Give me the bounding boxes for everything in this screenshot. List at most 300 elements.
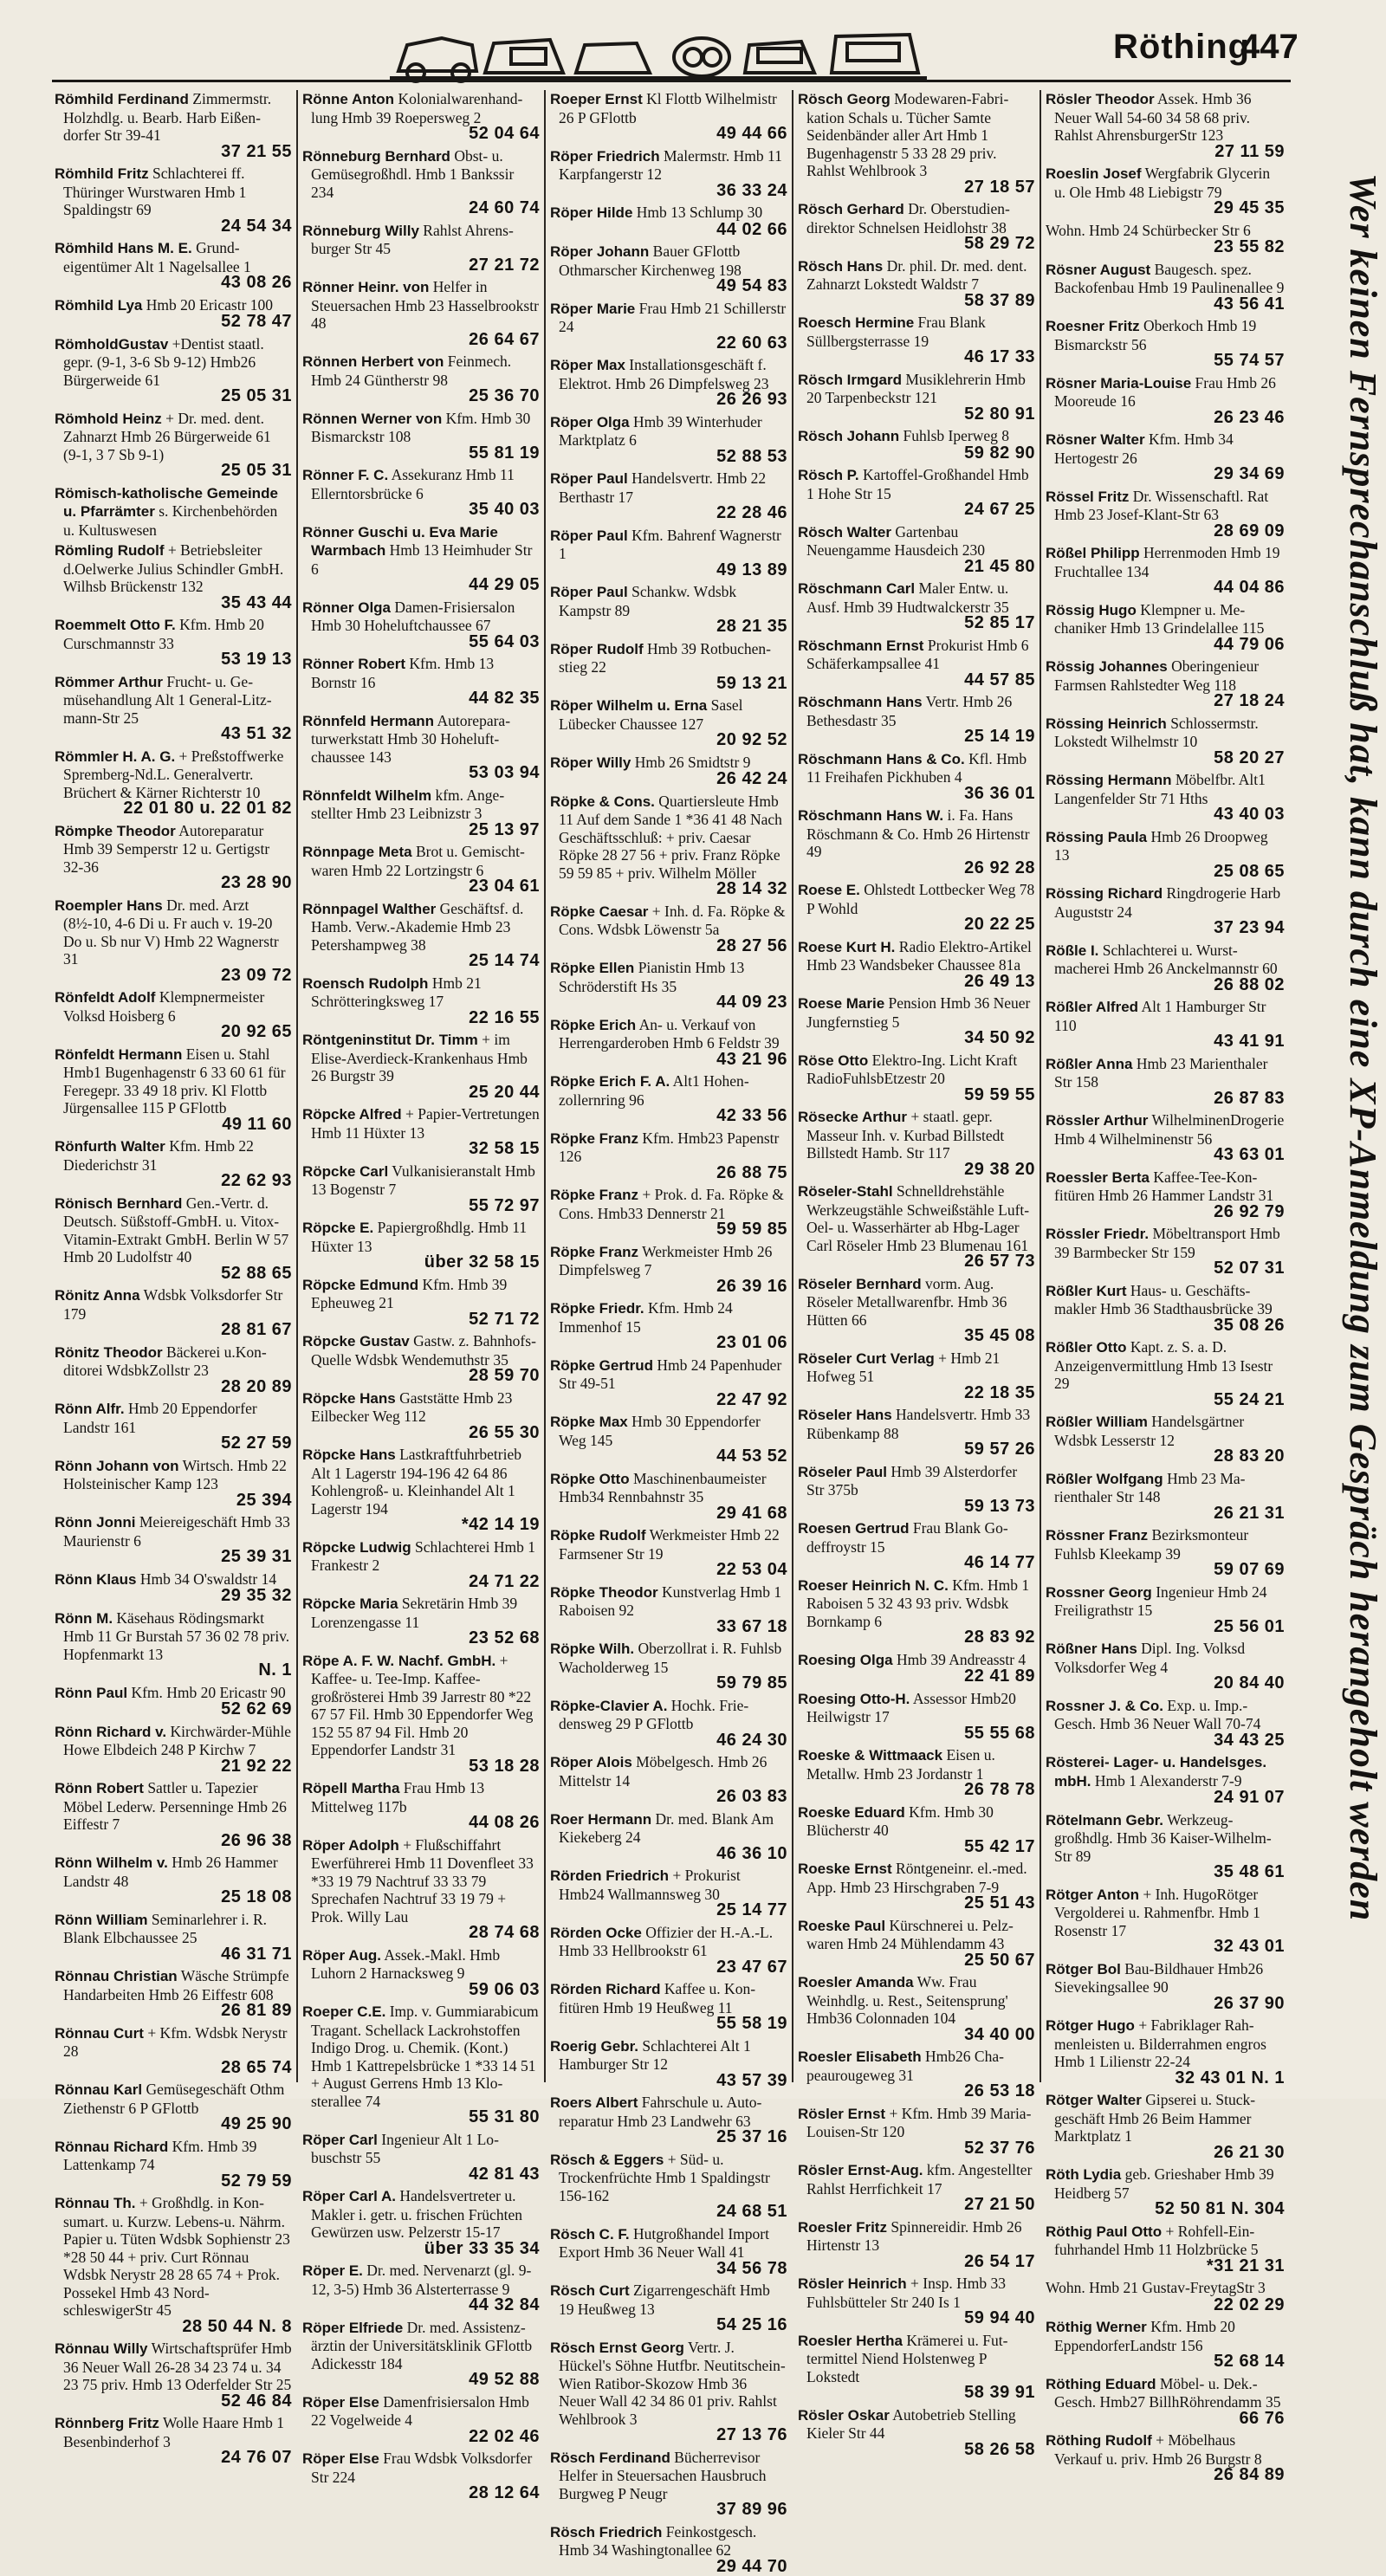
- entry-details: Gartenbau Neuengamme Hausdeich 230: [806, 522, 986, 559]
- entry-name: Röthing Eduard: [1046, 2375, 1156, 2392]
- entry-details: Hmb 20 Eppendorfer Landstr 161: [63, 1400, 257, 1436]
- entry-name: Röper Paul: [550, 470, 628, 487]
- directory-entry: [55, 1137, 292, 1190]
- entry-name: Rönnau Christian: [55, 1968, 178, 1984]
- entry-name: Röpke Rudolf: [550, 1527, 646, 1544]
- entry-name: Röper Wilhelm u. Erna: [550, 697, 708, 714]
- entry-details: Hmb 1 Alexanderstr 7-9: [1094, 1771, 1242, 1790]
- entry-name: Röpke Wilh.: [550, 1641, 635, 1657]
- entry-phone-number: 26 84 89: [1214, 2465, 1285, 2484]
- entry-phone-number: 25 05 31: [221, 386, 292, 405]
- entry-name: Röpke Ellen: [550, 960, 635, 976]
- entry-phone-number: 29 38 20: [964, 1159, 1035, 1179]
- entry-details: Brot u. Gemischtwaren Hmb 22 Lortzingstr 6: [311, 843, 525, 879]
- directory-entry: [798, 1651, 1035, 1686]
- entry-name: Rösler Ernst-Aug.: [798, 2162, 923, 2178]
- directory-entry: [55, 2138, 292, 2191]
- directory-entry: [302, 1162, 540, 1215]
- entry-details: Hmb 13 Heimhuder Str 6: [311, 541, 533, 578]
- entry-name: Rönnau Richard: [55, 2138, 169, 2155]
- entry-phone-number: 25 14 19: [964, 727, 1035, 746]
- directory-entry: [302, 2393, 540, 2446]
- entry-details: Dr. Oberstudiendirektor Schnelsen Heidlohstr 38: [806, 200, 1010, 236]
- entry-phone-number: 28 83 20: [1214, 1447, 1285, 1466]
- entry-details: Oberzollrat i. R. Fuhlsb Wacholderweg 15: [559, 1640, 782, 1676]
- entry-details: Hmb 30 Eppendorfer Weg 145: [559, 1413, 761, 1449]
- entry-name: Rösch Curt: [550, 2282, 630, 2299]
- entry-phone-number: 36 36 01: [964, 783, 1035, 803]
- directory-entry: [55, 988, 292, 1041]
- entry-name: Rösch Hans: [798, 257, 884, 275]
- entry-name: Röper Max: [550, 357, 625, 373]
- entry-details: Assekuranz Hmb 11 Ellerntorsbrücke 6: [311, 466, 515, 502]
- entry-phone-number: 58 29 72: [964, 234, 1035, 253]
- directory-entry: [55, 1457, 292, 1510]
- entry-phone-number: 44 32 84: [469, 2295, 540, 2314]
- entry-phone-number: 58 20 27: [1214, 748, 1285, 767]
- entry-phone-number: 27 21 50: [964, 2195, 1035, 2214]
- entry-name: Rönne Anton: [302, 91, 395, 107]
- entry-phone-number: 52 07 31: [1214, 1259, 1285, 1278]
- directory-entry: [1046, 1338, 1285, 1408]
- entry-details: Handelsvertr. Hmb 33 Rübenkamp 88: [806, 1406, 1031, 1442]
- entry-phone-number: 26 54 17: [964, 2251, 1035, 2271]
- entry-details: + Kfm. Wdsbk Nerystr 28: [63, 2023, 288, 2060]
- entry-details: Ringdrogerie Harb Auguststr 24: [1054, 884, 1281, 921]
- entry-phone-number: 35 45 08: [964, 1326, 1035, 1345]
- entry-phone-number: 32 43 01: [1214, 1937, 1285, 1956]
- directory-entry: [550, 2151, 787, 2221]
- entry-details: Hmb 34 O'swaldstr 14: [139, 1570, 277, 1588]
- entry-phone-number: 59 59 85: [716, 1220, 787, 1239]
- directory-entry: [1046, 601, 1285, 654]
- entry-phone-number: 44 04 86: [1214, 578, 1285, 597]
- entry-details: Wohn. Hmb 24 Schürbecker Str 6: [1046, 221, 1251, 239]
- directory-entry: [798, 2218, 1035, 2271]
- entry-phone-number: 52 62 69: [221, 1699, 292, 1718]
- entry-name: Römpke Theodor: [55, 822, 176, 839]
- directory-entry: [55, 1400, 292, 1453]
- entry-name: Rörden Richard: [550, 1981, 661, 1997]
- entry-phone-number: 44 02 66: [716, 219, 787, 239]
- entry-phone-number: 55 58 19: [716, 2014, 787, 2033]
- entry-name: Röpell Martha: [302, 1780, 400, 1796]
- entry-details: Schlachterei u. Wurstmacherei Hmb 26 Anckelmannstr 60: [1054, 941, 1278, 977]
- entry-details: Papiergroßhdlg. Hmb 11 Hüxter 13: [311, 1219, 528, 1255]
- directory-entry: [302, 1946, 540, 1999]
- entry-phone-number: 22 18 35: [964, 1382, 1035, 1402]
- entry-name: Rößle I.: [1046, 942, 1099, 959]
- directory-entry: [1046, 884, 1285, 937]
- directory-entry: [798, 1182, 1035, 1271]
- entry-phone-number: 44 29 05: [469, 575, 540, 594]
- directory-entry: [55, 410, 292, 480]
- entry-details: + Preßstoffwerke Spremberg-Nd.L. Generalvertr. Brüchert & Kärner Richterstr 10: [63, 747, 284, 801]
- entry-details: Wohn. Hmb 21 Gustav-FreytagStr 3: [1046, 2279, 1266, 2296]
- entry-name: Rößler Kurt: [1046, 1282, 1127, 1299]
- directory-entry: [302, 1446, 540, 1534]
- entry-details: Modewaren-Fabrikation Schals u. Tücher Samte Seidenbänder aller Art Hmb 1 Bugenhagenstr 5 33 28 29 priv. Rahlst Wehlbrook 3: [806, 90, 1009, 179]
- directory-entry: [55, 1045, 292, 1134]
- entry-details: + Fabriklager Rahmenleisten u. Bilderrahmen engros Hmb 1 Lilienstr 22-24: [1054, 2016, 1266, 2070]
- entry-phone-number: 42 33 56: [716, 1106, 787, 1125]
- directory-entry: [798, 579, 1035, 632]
- entry-phone-number: 20 22 25: [964, 915, 1035, 934]
- directory-entry: [1046, 544, 1285, 597]
- entry-name: Rötger Hugo: [1046, 2017, 1135, 2034]
- directory-entry: [55, 1513, 292, 1566]
- entry-phone-number: 43 63 01: [1214, 1145, 1285, 1164]
- entry-name: Röthing Rudolf: [1046, 2432, 1152, 2449]
- entry-phone-number: 26 78 78: [964, 1780, 1035, 1799]
- entry-details: Hmb 20 Ericastr 100: [146, 295, 274, 314]
- entry-details: Wergfabrik Glycerin u. Ole Hmb 48 Liebigstr 79: [1054, 165, 1271, 201]
- directory-entry: [55, 1343, 292, 1396]
- entry-details: Kfm. Hmb 39 Lattenkamp 74: [63, 2137, 257, 2173]
- entry-name: Röschmann Hans: [798, 694, 923, 710]
- entry-name: Röseler Hans: [798, 1407, 892, 1423]
- entry-details: Spinnereidir. Hmb 26 Hirtenstr 13: [806, 2217, 1022, 2254]
- entry-phone-number: 53 19 13: [221, 650, 292, 669]
- directory-entry: [798, 1973, 1035, 2043]
- entry-phone-number: 52 27 59: [221, 1434, 292, 1453]
- entry-details: Radio Elektro-Artikel Hmb 23 Wandsbeker Chaussee 81a: [806, 937, 1032, 974]
- entry-phone-number: 25 20 44: [469, 1082, 540, 1102]
- entry-name: Rösch Ferdinand: [550, 2449, 670, 2466]
- entry-name: Rösner Maria-Louise: [1046, 374, 1192, 392]
- entry-details: Prokurist Hmb 6 Schäferkampsallee 41: [806, 636, 1029, 672]
- entry-phone-number: 28 81 67: [221, 1320, 292, 1339]
- directory-entry: [550, 2449, 787, 2519]
- directory-entry: [55, 1779, 292, 1849]
- entry-phone-number: 22 53 04: [716, 1560, 787, 1579]
- entry-details: Maschinenbaumeister Hmb34 Rennbahnstr 35: [559, 1469, 767, 1505]
- entry-details: Frucht- u. Gemüsehandlung Alt 1 General-Litzmann-Str 25: [63, 672, 272, 727]
- entry-phone-number: 22 60 63: [716, 333, 787, 353]
- entry-details: Malermstr. Hmb 11 Karpfangerstr 12: [559, 146, 782, 183]
- entry-name: Röpke Erich F. A.: [550, 1073, 670, 1090]
- entry-phone-number: 49 54 83: [716, 276, 787, 295]
- entry-details: Hmb 39 Alsterdorfer Str 375b: [806, 1462, 1018, 1498]
- entry-phone-number: 25 37 16: [716, 2127, 787, 2146]
- directory-entry: [302, 2003, 540, 2126]
- entry-details: Sasel Lübecker Chaussee 127: [559, 696, 743, 733]
- entry-name: Rössler Arthur: [1046, 1112, 1149, 1129]
- entry-phone-number: 55 24 21: [1214, 1389, 1285, 1409]
- directory-entry: [302, 1652, 540, 1776]
- entry-name: Rörden Friedrich: [550, 1867, 669, 1884]
- entry-name: Rönisch Bernhard: [55, 1194, 183, 1212]
- entry-phone-number: 25 14 74: [469, 951, 540, 970]
- entry-details: Hutgroßhandel Import Export Hmb 36 Neuer Wall 41: [559, 2224, 769, 2261]
- entry-name: Roeser Heinrich N. C.: [798, 1576, 949, 1594]
- directory-entry: [1046, 430, 1285, 483]
- directory-columns: [50, 90, 1291, 2576]
- entry-phone-number: 24 68 51: [716, 2202, 787, 2221]
- side-banner-text: Wer keinen Fernsprechanschluß hat, kann durch eine XP-Anmeldung zum Gespräch herangeholt werden: [1342, 173, 1384, 1922]
- entry-name: Rössing Hermann: [1046, 772, 1172, 788]
- entry-details: Hochk. Friedensweg 29 P GFlottb: [559, 1696, 749, 1732]
- directory-entry: [550, 583, 787, 636]
- entry-name: Rösch Gerhard: [798, 201, 904, 217]
- directory-entry: [302, 974, 540, 1027]
- entry-details: + Möbelhaus Verkauf u. priv. Hmb 26 Burgstr 8: [1054, 2431, 1262, 2468]
- directory-entry: [550, 469, 787, 522]
- entry-name: Röpcke Hans: [302, 1447, 396, 1463]
- directory-entry: [798, 881, 1035, 934]
- entry-phone-number: 24 67 25: [964, 500, 1035, 519]
- directory-entry: [55, 296, 292, 331]
- entry-details: Exp. u. Imp.-Gesch. Hmb 36 Neuer Wall 70-74: [1054, 1696, 1261, 1732]
- directory-entry: [550, 1583, 787, 1636]
- entry-name: Röpke Franz: [550, 1129, 639, 1147]
- directory-entry: [1046, 828, 1285, 881]
- entry-name: Rößler William: [1046, 1414, 1148, 1430]
- entry-phone-number: N. 1: [258, 1660, 292, 1680]
- entry-details: Wirtsch. Hmb 22 Holsteinischer Kamp 123: [63, 1456, 287, 1492]
- entry-details: Obst- u. Gemüsegroßhdl. Hmb 1 Bankssir 234: [311, 146, 515, 201]
- directory-entry: [302, 147, 540, 217]
- directory-entry: [550, 1980, 787, 2033]
- entry-name: Rönn Wilhelm v.: [55, 1854, 168, 1871]
- entry-details: + Rohfell-Einfuhrhandel Hmb 11 Holzbrücke 5: [1054, 2222, 1259, 2258]
- directory-entry: [55, 335, 292, 405]
- entry-details: Hmb 23 Marienthaler Str 158: [1054, 1054, 1268, 1091]
- entry-details: Handelsvertr. Hmb 22 Berthastr 17: [559, 469, 767, 506]
- entry-details: Quartiersleute Hmb 11 Auf dem Sande 1 *36 41 48 Nach Geschäftsschluß: + priv. Caesar Röpke 28 27 56 + priv. Franz Röpke 59 59 85 + priv. Wilhelm Möller: [559, 792, 782, 882]
- directory-entry: [302, 2187, 540, 2257]
- directory-entry: [1046, 2279, 1285, 2314]
- entry-phone-number: 49 44 66: [716, 124, 787, 143]
- directory-entry: [798, 1052, 1035, 1104]
- entry-details: Bauer GFlottb Othmarscher Kirchenweg 198: [559, 243, 742, 279]
- entry-name: Römling Rudolf: [55, 542, 165, 559]
- entry-details: Frau Blank Godeffroystr 15: [806, 1519, 1008, 1556]
- directory-entry: [798, 200, 1035, 253]
- entry-name: Rönfeldt Hermann: [55, 1045, 183, 1063]
- entry-phone-number: 58 26 58: [964, 2439, 1035, 2459]
- entry-details: Hmb 26 Smidtstr 9: [634, 753, 751, 771]
- entry-name: Rössing Heinrich: [1046, 715, 1167, 732]
- entry-phone-number: 43 40 03: [1214, 805, 1285, 824]
- directory-entry: [1046, 2165, 1285, 2218]
- entry-phone-number: *31 21 31: [1206, 2256, 1285, 2275]
- entry-name: Rössel Fritz: [1046, 488, 1130, 505]
- entry-name: Rönfurth Walter: [55, 1138, 165, 1155]
- entry-phone-number: 46 24 30: [716, 1730, 787, 1750]
- page-header: [0, 0, 1386, 95]
- header-rule: [52, 80, 1291, 82]
- directory-entry: [1046, 2091, 1285, 2161]
- entry-name: Röpcke Gustav: [302, 1333, 410, 1349]
- entry-phone-number: 26 92 79: [1214, 1201, 1285, 1221]
- entry-details: Elektro-Ing. Licht Kraft RadioFuhlsbEtzestr 20: [806, 1051, 1018, 1087]
- entry-name: Rösler Heinrich: [798, 2275, 907, 2292]
- entry-name: Roeper C.E.: [302, 2003, 386, 2020]
- entry-details: Kartoffel-Großhandel Hmb 1 Hohe Str 15: [806, 466, 1029, 502]
- directory-entry: [55, 673, 292, 743]
- entry-phone-number: 59 82 90: [964, 443, 1035, 463]
- entry-phone-number: 26 88 75: [716, 1162, 787, 1182]
- entry-name: Roerig Gebr.: [550, 2037, 639, 2055]
- entry-phone-number: 23 01 06: [716, 1333, 787, 1352]
- entry-name: Rößel Philipp: [1046, 545, 1140, 561]
- entry-phone-number: 59 79 85: [716, 1673, 787, 1693]
- directory-entry: [302, 2450, 540, 2502]
- entry-phone-number: 44 09 23: [716, 993, 787, 1012]
- directory-entry: [1046, 1225, 1285, 1278]
- entry-phone-number: 20 92 65: [221, 1022, 292, 1041]
- entry-phone-number: 59 07 69: [1214, 1560, 1285, 1579]
- directory-entry: [1046, 488, 1285, 540]
- entry-phone-number: 26 49 13: [964, 971, 1035, 991]
- entry-name: Roesler Fritz: [798, 2218, 887, 2236]
- entry-phone-number: 26 88 02: [1214, 974, 1285, 994]
- entry-details: Hmb 13 Schlump 30: [636, 204, 763, 221]
- entry-phone-number: 25 05 31: [221, 461, 292, 480]
- directory-entry: [798, 806, 1035, 877]
- entry-phone-number: 27 18 57: [964, 177, 1035, 197]
- directory-entry: [55, 616, 292, 669]
- entry-phone-number: 53 03 94: [469, 763, 540, 782]
- directory-entry: [55, 896, 292, 985]
- entry-details: Rahlst Ahrensburger Str 45: [311, 221, 514, 257]
- entry-phone-number: 26 23 46: [1214, 407, 1285, 427]
- entry-details: Dr. med. Assistenzärztin der Universitätsklinik GFlottb Adickesstr 184: [311, 2318, 533, 2372]
- entry-name: Roempler Hans: [55, 896, 163, 914]
- entry-name: Röpcke Alfred: [302, 1106, 402, 1123]
- entry-phone-number: 28 12 64: [469, 2483, 540, 2502]
- entry-phone-number: 24 91 07: [1214, 1788, 1285, 1807]
- directory-entry: [302, 1332, 540, 1385]
- directory-entry: [550, 640, 787, 693]
- entry-details: Zimmermstr. Holzhdlg. u. Bearb. Harb Eißendorfer Str 39-41: [63, 90, 272, 144]
- entry-details: + Inh. HugoRötger Vergolderei u. Rahmenfbr. Hmb 1 Rosenstr 17: [1054, 1885, 1260, 1939]
- directory-entry: [550, 1243, 787, 1296]
- entry-phone-number: 27 11 59: [1214, 141, 1285, 161]
- entry-name: Rönnen Werner von: [302, 410, 443, 427]
- entry-details: Musiklehrerin Hmb 20 Tarpenbeckstr 121: [806, 370, 1026, 406]
- entry-name: Röper Aug.: [302, 1946, 381, 1964]
- entry-phone-number: 46 14 77: [964, 1553, 1035, 1572]
- entry-name: Roers Albert: [550, 2094, 638, 2111]
- entry-phone-number: 26 21 31: [1214, 1503, 1285, 1523]
- entry-name: Rönnpage Meta: [302, 844, 412, 860]
- directory-entry: [55, 748, 292, 818]
- entry-name: Rösler Ernst: [798, 2105, 886, 2122]
- entry-phone-number: 25 50 67: [964, 1950, 1035, 1970]
- entry-name: Röper Else: [302, 2393, 379, 2411]
- entry-name: Roeper Ernst: [550, 91, 643, 107]
- entry-name: Rönn M.: [55, 1609, 113, 1627]
- entry-details: Kfm. Hmb 13 Bornstr 16: [311, 655, 495, 691]
- entry-details: Damen-Frisiersalon Hmb 30 Hoheluftchaussee 67: [311, 598, 515, 634]
- entry-details: Klempnermeister Volksd Hoisberg 6: [63, 988, 265, 1025]
- entry-phone-number: 55 64 03: [469, 631, 540, 651]
- entry-details: Hmb 39 Andreasstr 4: [896, 1650, 1027, 1668]
- entry-name: Röpcke Edmund: [302, 1276, 419, 1293]
- entry-details: Bäckerei u.Konditorei WdsbkZollstr 23: [63, 1343, 267, 1379]
- entry-details: Handelsgärtner Wdsbk Lesserstr 12: [1054, 1413, 1245, 1449]
- directory-entry: [550, 1867, 787, 1919]
- entry-phone-number: 24 54 34: [221, 216, 292, 236]
- entry-details: + Süd- u. Trockenfrüchte Hmb 1 Spaldingstr 156-162: [559, 2150, 770, 2204]
- entry-phone-number: 59 06 03: [469, 1979, 540, 1999]
- entry-name: Rötger Walter: [1046, 2092, 1142, 2108]
- entry-name: Röper E.: [302, 2262, 363, 2279]
- entry-name: Rossner Georg: [1046, 1583, 1152, 1601]
- directory-entry: [550, 1697, 787, 1750]
- directory-entry: [798, 1690, 1035, 1743]
- entry-name: Rossner J. & Co.: [1046, 1697, 1164, 1714]
- entry-name: Römhild Ferdinand: [55, 91, 189, 107]
- entry-details: WilhelminenDrogerie Hmb 4 Wilhelminenstr 56: [1054, 1111, 1285, 1148]
- entry-phone-number: 34 56 78: [716, 2258, 787, 2278]
- entry-details: Schlachterei Alt 1 Hamburger Str 12: [559, 2036, 751, 2073]
- entry-name: Rönner Heinr. von: [302, 279, 430, 295]
- entry-name: Roemmelt Otto F.: [55, 617, 176, 633]
- entry-details: Möbeltransport Hmb 39 Barmbecker Str 159: [1054, 1225, 1280, 1261]
- entry-phone-number: 22 01 80 u. 22 01 82: [123, 799, 292, 818]
- entry-name: Roessler Berta: [1046, 1168, 1150, 1186]
- directory-entry: [55, 1286, 292, 1339]
- entry-details: Kaffee u. Konfitüren Hmb 19 Heußweg 11: [559, 1980, 756, 2016]
- entry-phone-number: 32 43 01 N. 1: [1175, 2068, 1285, 2087]
- entry-details: Frau Hmb 13 Mittelweg 117b: [311, 1779, 485, 1815]
- entry-details: Vertr. Hmb 26 Bethesdastr 35: [806, 693, 1013, 729]
- entry-details: Schnelldrehstähle Werkzeugstähle Schweißstähle Luft- Oel- u. Wasserhärter ab Hbg-Lager Carl Röseler Hmb 23 Blumenau 161: [806, 1182, 1030, 1254]
- directory-entry: [1046, 2223, 1285, 2275]
- entry-name: Rötger Anton: [1046, 1886, 1139, 1903]
- directory-entry: [798, 314, 1035, 366]
- entry-details: + Kfm. Hmb 39 Maria-Louisen-Str 120: [806, 2104, 1032, 2140]
- entry-details: Sekretärin Hmb 39 Lorenzengasse 11: [311, 1595, 518, 1631]
- entry-name: Rössner Franz: [1046, 1527, 1149, 1544]
- directory-entry: [55, 1723, 292, 1776]
- directory-entry: [55, 165, 292, 235]
- entry-details: Haus- u. Geschäftsmakler Hmb 36 Stadthausbrücke 39: [1054, 1281, 1273, 1317]
- entry-details: Werkmeister Hmb 26 Dimpfelsweg 7: [559, 1242, 773, 1278]
- directory-entry: [302, 2319, 540, 2389]
- entry-name: Roese Marie: [798, 995, 885, 1012]
- directory-entry: [798, 2406, 1035, 2459]
- entry-phone-number: 53 18 28: [469, 1756, 540, 1776]
- entry-name: Röschmann Carl: [798, 580, 916, 597]
- entry-details: Gemüsegeschäft Othm Ziethenstr 6 P GFlottb: [63, 2081, 285, 2117]
- entry-phone-number: 24 71 22: [469, 1571, 540, 1591]
- entry-phone-number: 52 79 59: [221, 2171, 292, 2191]
- directory-entry: [55, 1911, 292, 1964]
- entry-name: Röpke & Cons.: [550, 793, 655, 810]
- entry-details: Kfm. Hmb 39 Epheuweg 21: [311, 1275, 508, 1311]
- entry-name: Röper Elfriede: [302, 2319, 404, 2336]
- entry-details: kfm. Angestellter Hmb 23 Leibnizstr 3: [311, 786, 505, 822]
- directory-entry: [302, 786, 540, 839]
- entry-details: Dr. phil. Dr. med. dent. Zahnarzt Lokstedt Waldstr 7: [806, 256, 1027, 293]
- directory-entry: [550, 2339, 787, 2444]
- entry-phone-number: 33 67 18: [716, 1616, 787, 1636]
- directory-entry: [302, 278, 540, 348]
- entry-details: Autoreparaturwerkstatt Hmb 30 Hoheluftchaussee 143: [311, 711, 511, 766]
- entry-name: Roeske Eduard: [798, 1803, 905, 1821]
- entry-name: Rönn Robert: [55, 1780, 144, 1796]
- directory-entry: [55, 484, 292, 540]
- entry-name: Roesler Elisabeth: [798, 2049, 922, 2065]
- entry-details: Eisen u. Metallw. Hmb 23 Jordanstr 1: [806, 1746, 995, 1783]
- entry-phone-number: 26 87 83: [1214, 1088, 1285, 1108]
- entry-name: Rönn Klaus: [55, 1570, 137, 1588]
- directory-column-3: [546, 90, 793, 2576]
